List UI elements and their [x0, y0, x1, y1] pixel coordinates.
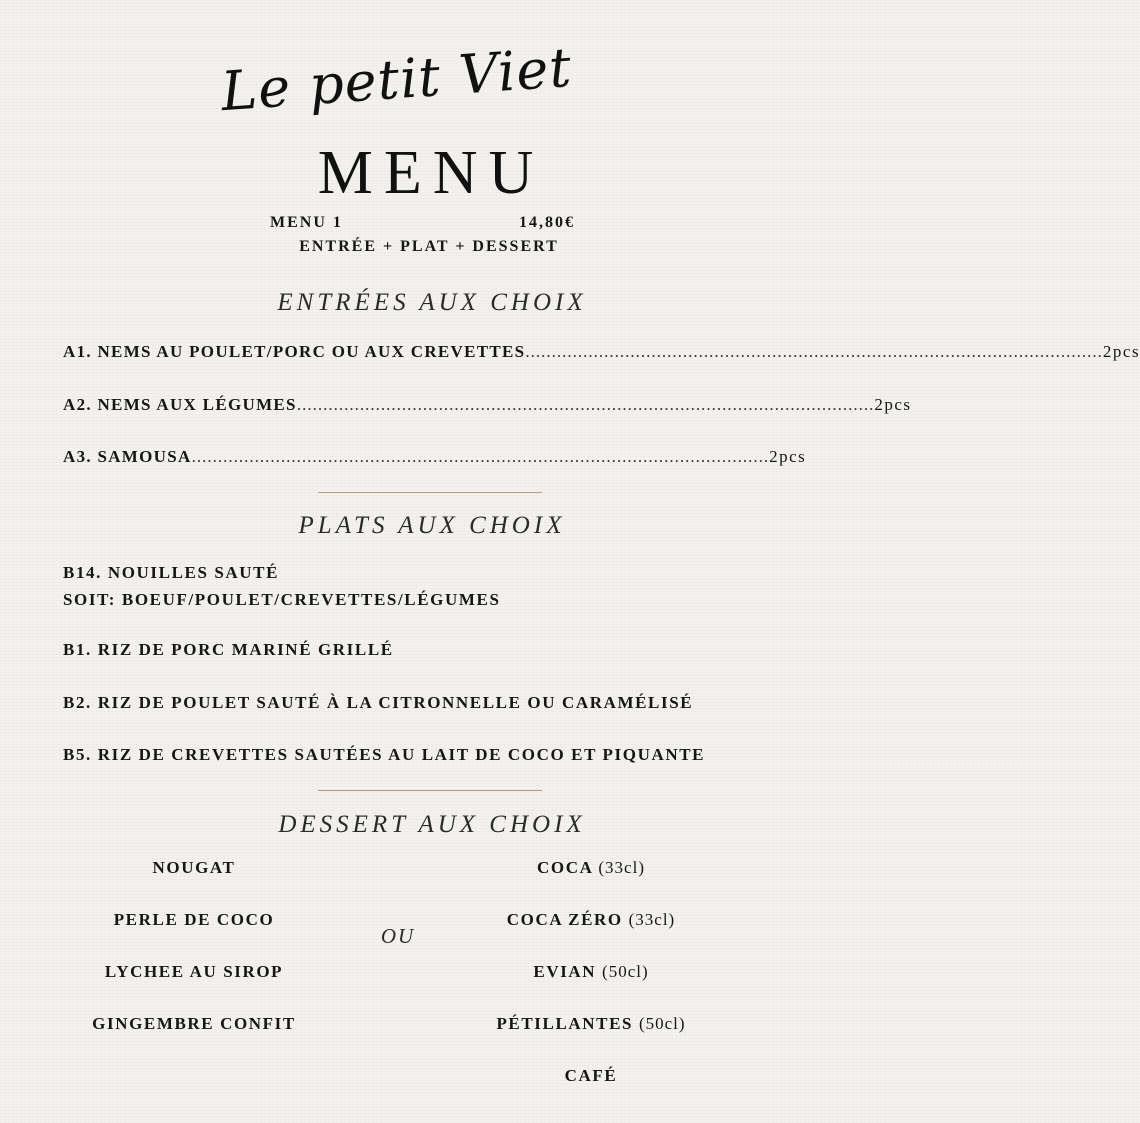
plats-section-title: PLATS AUX CHOIX	[298, 512, 566, 539]
drink-name: PÉTILLANTES	[496, 1014, 634, 1033]
entree-qty: 2pcs	[874, 395, 912, 414]
drink-item	[455, 962, 727, 982]
entrees-section-title: ENTRÉES AUX CHOIX	[277, 289, 587, 316]
dot-leader: ..............................................................................................................	[296, 395, 875, 414]
or-separator: OU	[380, 924, 416, 948]
menu-title: MENU	[317, 139, 545, 207]
dot-leader: ..............................................................................................................	[191, 447, 770, 466]
dessert-section-title: DESSERT AUX CHOIX	[278, 811, 586, 838]
menu-formula: ENTRÉE + PLAT + DESSERT	[299, 238, 559, 255]
entree-qty: 2pcs	[769, 447, 807, 466]
drink-item	[455, 1014, 727, 1034]
dessert-item: LYCHEE AU SIROP	[104, 962, 284, 981]
drink-list	[455, 0, 727, 1123]
entree-name: A2. NEMS AUX LÉGUMES	[63, 395, 297, 414]
drink-item	[455, 910, 727, 930]
menu-label: MENU 1	[270, 214, 343, 231]
dessert-item: PERLE DE COCO	[113, 910, 275, 929]
menu-price: 14,80€	[519, 214, 575, 231]
drink-volume: (50cl)	[602, 962, 649, 981]
drink-volume: (50cl)	[638, 1014, 686, 1033]
drink-name: CAFÉ	[564, 1066, 618, 1085]
entree-name: A1. NEMS AU POULET/PORC OU AUX CREVETTES	[63, 342, 526, 361]
restaurant-logo: Le petit Viet	[219, 35, 574, 124]
plat-item: B2. RIZ DE POULET SAUTÉ À LA CITRONNELLE OU CARAMÉLISÉ	[63, 693, 694, 712]
drink-name: EVIAN	[533, 962, 597, 981]
drink-volume: (33cl)	[598, 858, 645, 877]
plat-item: B5. RIZ DE CREVETTES SAUTÉES AU LAIT DE COCO ET PIQUANTE	[63, 745, 706, 764]
drink-volume: (33cl)	[628, 910, 676, 929]
plat-name: B14. NOUILLES SAUTÉ	[63, 563, 280, 582]
plat-options: SOIT: BOEUF/POULET/CREVETTES/LÉGUMES	[63, 590, 501, 609]
dot-leader: ..............................................................................................................	[525, 342, 1103, 361]
plat-item: B1. RIZ DE PORC MARINÉ GRILLÉ	[63, 640, 394, 659]
entree-qty: 2pcs	[1102, 342, 1140, 361]
dessert-list	[60, 0, 328, 1123]
drink-item	[455, 858, 727, 878]
drink-name: COCA ZÉRO	[506, 910, 623, 929]
dessert-item: NOUGAT	[152, 858, 236, 877]
drink-item	[455, 1066, 727, 1086]
dessert-item: GINGEMBRE CONFIT	[92, 1014, 296, 1033]
entree-name: A3. SAMOUSA	[63, 447, 192, 466]
drink-name: COCA	[537, 858, 593, 877]
